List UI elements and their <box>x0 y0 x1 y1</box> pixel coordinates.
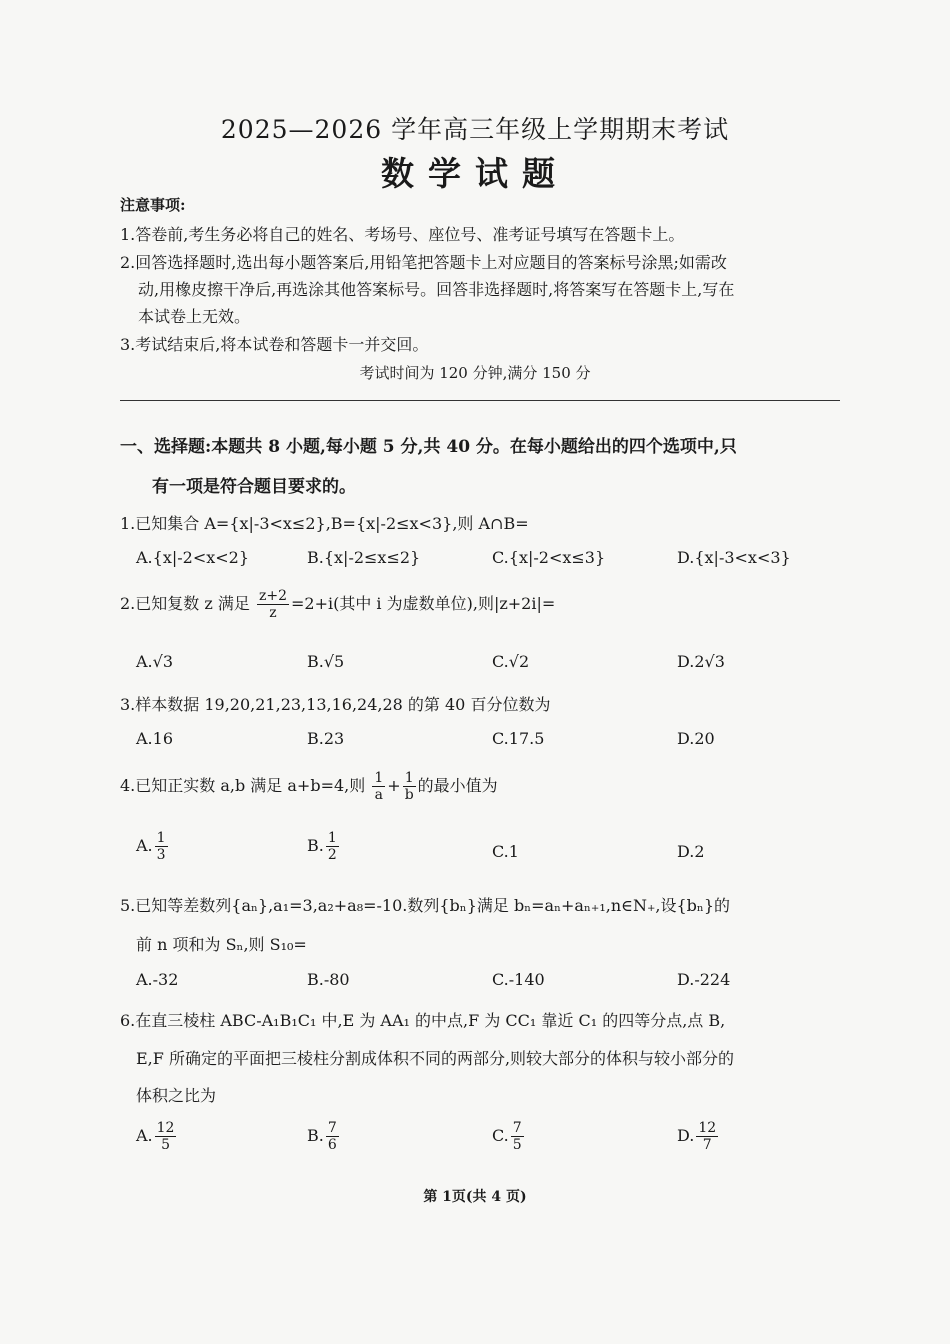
fraction-denominator: 3 <box>156 847 166 864</box>
question-6: 6.在直三棱柱 ABC-A₁B₁C₁ 中,E 为 AA₁ 的中点,F 为 CC₁ 靠近 C₁ 的四等分点,点 B, <box>120 1011 726 1030</box>
option-d: D.2√3 <box>677 652 725 671</box>
fraction <box>403 770 416 803</box>
option-d: D.{x|-3<x<3} <box>677 548 791 567</box>
fraction <box>511 1120 524 1153</box>
option-b: B.23 <box>307 729 345 748</box>
fraction-numerator: 1 <box>374 770 384 786</box>
option-d: D.-224 <box>677 970 731 989</box>
option-b: B.√5 <box>307 652 345 671</box>
fraction-numerator: 1 <box>156 830 166 846</box>
notice-heading: 注意事项: <box>120 196 186 214</box>
section-heading: 一、选择题:本题共 8 小题,每小题 5 分,共 40 分。在每小题给出的四个选项中,只 <box>120 437 737 457</box>
fraction <box>326 1120 339 1153</box>
fraction-numerator: 1 <box>327 830 337 846</box>
question-4-post: 的最小值为 <box>417 776 498 796</box>
exam-info: 考试时间为 120 分钟,满分 150 分 <box>359 364 591 382</box>
question-6-cont: E,F 所确定的平面把三棱柱分割成体积不同的两部分,则较大部分的体积与较小部分的 <box>136 1049 735 1068</box>
option-c: C.1 <box>492 842 519 861</box>
option-a <box>136 1120 178 1153</box>
option-c: C.√2 <box>492 652 530 671</box>
question-2 <box>120 588 555 621</box>
option-d: D.20 <box>677 729 715 748</box>
notice-item: 本试卷上无效。 <box>138 307 251 326</box>
option-b <box>307 830 341 863</box>
option-c <box>492 1120 526 1153</box>
question-1: 1.已知集合 A={x|-3<x≤2},B={x|-2≤x<3},则 A∩B= <box>120 514 529 533</box>
fraction-numerator: z+2 <box>258 588 287 604</box>
fraction <box>372 770 385 803</box>
divider <box>120 400 840 401</box>
notice-item: 2.回答选择题时,选出每小题答案后,用铅笔把答题卡上对应题目的答案标号涂黑;如需改 <box>120 253 727 272</box>
option-label: C. <box>492 1126 509 1146</box>
question-3: 3.样本数据 19,20,21,23,13,16,24,28 的第 40 百分位数为 <box>120 695 551 714</box>
question-5-cont: 前 n 项和为 Sₙ,则 S₁₀= <box>136 935 307 954</box>
fraction-denominator: 5 <box>512 1137 522 1154</box>
question-6-cont: 体积之比为 <box>136 1086 217 1105</box>
option-c: C.-140 <box>492 970 545 989</box>
option-a: A.-32 <box>136 970 179 989</box>
question-5: 5.已知等差数列{aₙ},a₁=3,a₂+a₈=-10.数列{bₙ}满足 bₙ=aₙ+aₙ₊₁,n∈N₊,设{bₙ}的 <box>120 896 731 915</box>
option-b <box>307 1120 341 1153</box>
notice-item: 动,用橡皮擦干净后,再选涂其他答案标号。回答非选择题时,将答案写在答题卡上,写在 <box>138 280 735 299</box>
option-c: C.17.5 <box>492 729 545 748</box>
question-4 <box>120 770 498 803</box>
page-footer: 第 1页(共 4 页) <box>423 1189 527 1205</box>
fraction-numerator: 7 <box>327 1120 337 1136</box>
question-4-pre: 4.已知正实数 a,b 满足 a+b=4,则 <box>120 776 366 796</box>
notice-item: 1.答卷前,考生务必将自己的姓名、考场号、座位号、准考证号填写在答题卡上。 <box>120 225 685 244</box>
option-a: A.16 <box>136 729 173 748</box>
option-a: A.√3 <box>136 652 174 671</box>
option-d <box>677 1120 720 1153</box>
option-label: B. <box>307 836 324 856</box>
fraction-numerator: 7 <box>512 1120 522 1136</box>
fraction-denominator: a <box>374 787 383 804</box>
fraction-numerator: 12 <box>698 1120 717 1136</box>
subject-title: 数学试题 <box>381 154 569 193</box>
option-c: C.{x|-2<x≤3} <box>492 548 606 567</box>
fraction-denominator: b <box>404 787 414 804</box>
fraction-denominator: 6 <box>327 1137 337 1154</box>
exam-title: 2025—2026 学年高三年级上学期期末考试 <box>220 115 730 144</box>
fraction <box>326 830 339 863</box>
fraction-denominator: 7 <box>702 1137 712 1154</box>
option-label: A. <box>136 1126 153 1146</box>
fraction-numerator: 1 <box>403 770 416 787</box>
option-a: A.{x|-2<x<2} <box>136 548 250 567</box>
notice-item: 3.考试结束后,将本试卷和答题卡一并交回。 <box>120 335 429 354</box>
option-b: B.{x|-2≤x≤2} <box>307 548 421 567</box>
option-a <box>136 830 170 863</box>
fraction-numerator: 12 <box>156 1120 175 1136</box>
fraction <box>257 588 289 621</box>
fraction-denominator: 2 <box>327 847 337 864</box>
option-b: B.-80 <box>307 970 350 989</box>
option-label: A. <box>136 836 153 856</box>
fraction-denominator: 5 <box>161 1137 171 1154</box>
fraction <box>155 1120 177 1153</box>
fraction-denominator: z <box>269 605 277 622</box>
section-heading-cont: 有一项是符合题目要求的。 <box>152 477 356 497</box>
question-2-pre: 2.已知复数 z 满足 <box>120 594 250 614</box>
option-label: D. <box>677 1126 695 1146</box>
fraction <box>155 830 168 863</box>
plus-sign: + <box>387 776 401 796</box>
option-label: B. <box>307 1126 324 1146</box>
question-2-post: =2+i(其中 i 为虚数单位),则|z+2i|= <box>290 594 556 614</box>
option-d: D.2 <box>677 842 705 861</box>
fraction <box>696 1120 718 1153</box>
